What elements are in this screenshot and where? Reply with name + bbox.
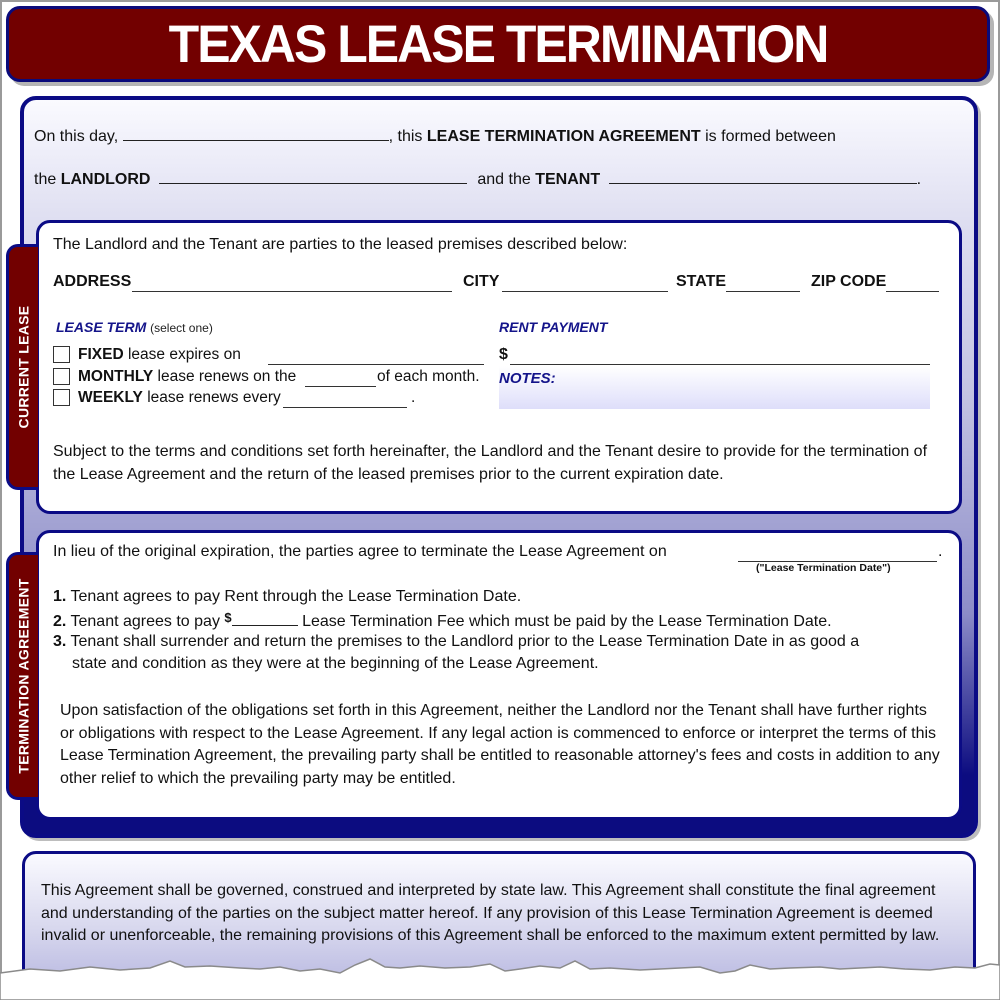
currency-symbol: $ (499, 346, 508, 363)
address-label: ADDRESS (53, 273, 132, 290)
term-item-3 (53, 633, 859, 651)
monthly-checkbox[interactable] (53, 368, 70, 385)
weekly-checkbox[interactable] (53, 389, 70, 406)
current-lease-tab (6, 244, 38, 490)
option-text: lease expires on (127, 346, 241, 363)
zip-label: ZIP CODE (811, 273, 887, 290)
termination-intro-end: . (938, 543, 943, 560)
option-text: lease renews every (147, 389, 281, 406)
termination-intro: In lieu of the original expiration, the parties agree to terminate the Lease Agreement on (53, 543, 667, 560)
premises-description: The Landlord and the Tenant are parties to the leased premises described below: (53, 236, 628, 253)
intro-text: the (34, 171, 57, 188)
option-label: WEEKLY (78, 389, 143, 406)
termination-agreement-tab (6, 552, 38, 800)
termination-fee-field[interactable] (232, 612, 298, 626)
city-field[interactable] (502, 291, 668, 292)
tenant-field[interactable] (609, 170, 917, 184)
item-text: Tenant agrees to pay Rent through the Lease Termination Date. (70, 588, 522, 605)
closing-paragraph: Subject to the terms and conditions set forth hereinafter, the Landlord and the Tenant desire to provide for the termination of the Lease Agreement and the return of the leased premises prior to the current expiration date. (53, 443, 928, 483)
item-text: Tenant shall surrender and return the premises to the Landlord prior to the Lease Termination Date in as good a (70, 633, 860, 650)
weekly-suffix: . (411, 389, 416, 406)
intro-text: and the (477, 171, 531, 188)
option-text: lease renews on the (157, 368, 297, 385)
monthly-suffix: of each month. (377, 368, 480, 385)
term-item-1 (53, 588, 521, 606)
monthly-day-field[interactable] (305, 386, 376, 387)
title-banner (6, 6, 990, 82)
currency-symbol: $ (224, 610, 232, 625)
weekly-interval-field[interactable] (283, 407, 407, 408)
notes-field[interactable] (499, 366, 930, 409)
term-item-2 (53, 610, 832, 631)
termination-agreement-tab-label: TERMINATION AGREEMENT (15, 578, 32, 774)
intro-text: . (916, 171, 922, 188)
state-field[interactable] (726, 291, 800, 292)
intro-text: , this (388, 128, 423, 145)
weekly-option (78, 389, 281, 407)
term-item-3-cont: state and condition as they were at the beginning of the Lease Agreement. (72, 655, 599, 672)
option-label: FIXED (78, 346, 124, 363)
zip-field[interactable] (886, 291, 939, 292)
landlord-field[interactable] (159, 170, 467, 184)
intro-text: On this day, (34, 128, 119, 145)
intro-text: is formed between (705, 128, 836, 145)
lease-term-heading (56, 319, 213, 335)
address-field[interactable] (132, 291, 452, 292)
current-lease-tab-label: CURRENT LEASE (15, 305, 32, 429)
date-field[interactable] (123, 127, 389, 141)
item-text: Tenant agrees to pay (70, 613, 220, 630)
agreement-name: LEASE TERMINATION AGREEMENT (426, 128, 701, 145)
intro-line-2 (34, 170, 921, 189)
rent-payment-label: RENT PAYMENT (499, 319, 608, 335)
lease-term-hint: (select one) (150, 321, 213, 335)
governing-law-paragraph: This Agreement shall be governed, construed and interpreted by state law. This Agreement shall constitute the final agreement and understanding of the parties on the subject matter hereof. If any provision of this Lease Termination Agreement is deemed invalid or unenforceable, the remaining provisions of this Agreement shall be enforced to the maximum extent permitted by law. (41, 882, 940, 944)
fixed-expiry-field[interactable] (268, 364, 484, 365)
fixed-checkbox[interactable] (53, 346, 70, 363)
torn-edge-decoration (0, 955, 1000, 1000)
termination-date-caption: ("Lease Termination Date") (756, 562, 891, 574)
rent-amount-field[interactable] (510, 364, 930, 365)
page-title: TEXAS LEASE TERMINATION (168, 14, 828, 74)
item-number: 3. (53, 633, 67, 650)
notes-label: NOTES: (499, 370, 556, 387)
state-label: STATE (676, 273, 727, 290)
city-label: CITY (463, 273, 500, 290)
option-label: MONTHLY (78, 368, 154, 385)
monthly-option (78, 368, 296, 386)
lease-term-label: LEASE TERM (56, 319, 147, 335)
fixed-option (78, 346, 241, 364)
intro-line-1 (34, 127, 836, 146)
tenant-label: TENANT (535, 171, 601, 188)
item-text: Lease Termination Fee which must be paid by the Lease Termination Date. (302, 613, 832, 630)
item-number: 1. (53, 588, 67, 605)
satisfaction-paragraph: Upon satisfaction of the obligations set forth in this Agreement, neither the Landlord nor the Tenant shall have further rights or obligations with respect to the Lease Agreement. If any legal action is commenced to enforce or interpret the terms of this Lease Termination Agreement, the prevailing party shall be entitled to reasonable attorney's fees and costs in addition to any other relief to which the prevailing party may be entitled. (60, 702, 940, 787)
landlord-label: LANDLORD (60, 171, 151, 188)
item-number: 2. (53, 613, 67, 630)
